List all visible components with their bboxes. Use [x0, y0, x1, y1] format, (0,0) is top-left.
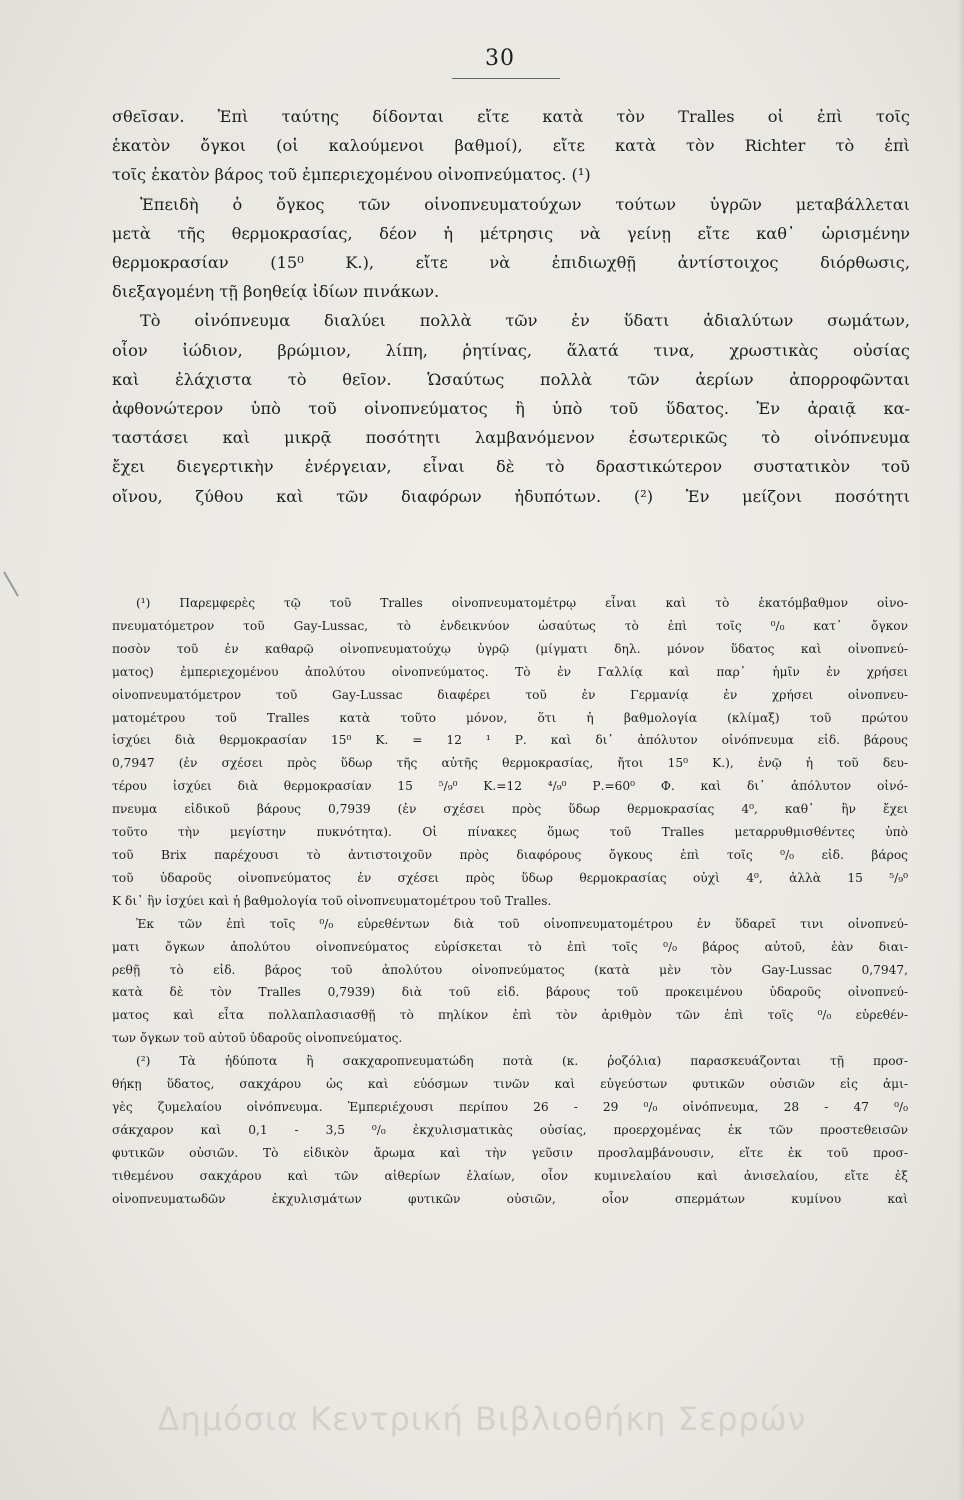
main-text-line: καὶ ἐλάχιστα τὸ θεῖον. Ὡσαύτως πολλὰ τῶν ἀερίων ἀπορροφῶνται	[112, 369, 910, 389]
footnote-line: τιθεμένου σακχάρου καὶ τῶν αἰθερίων ἐλαίων, οἷον κυμινελαίου καὶ ἀνισελαίου, εἴτε ἐξ	[112, 1168, 908, 1183]
footnote-line: τοῦ Brix παρέχουσι τὸ ἀντιστοιχοῦν πρὸς διαφόρους ὄγκους ἐπὶ τοῖς ⁰/₀ εἰδ. βάρος	[112, 847, 908, 862]
footnote-line: τοῦ ὑδαροῦς οἰνοπνεύματος ἐν σχέσει πρὸς ὕδωρ θερμοκρασίας οὐχὶ 4⁰, ἀλλὰ 15 ⁵/₉⁰	[112, 870, 908, 885]
main-text-line: διεξαγομένη τῇ βοηθείᾳ ἰδίων πινάκων.	[112, 282, 440, 302]
main-text	[112, 102, 910, 511]
footnote-line: ρεθῇ τὸ εἰδ. βάρος τοῦ ἀπολύτου οἰνοπνεύματος (κατὰ μὲν τὸν Gay-Lussac 0,7947,	[112, 962, 908, 977]
footnote-line: ματι ὄγκων ἀπολύτου οἰνοπνεύματος εὑρίσκεται τὸ ἐπὶ τοῖς ⁰/₀ βάρος αὐτοῦ, ἐὰν διαι-	[112, 939, 908, 954]
main-text-line: ἀφθονώτερον ὑπὸ τοῦ οἰνοπνεύματος ἢ ὑπὸ τοῦ ὕδατος. Ἐν ἀραιᾷ κα-	[112, 399, 910, 419]
footnote-line: θήκῃ ὕδατος, σακχάρου ὡς καὶ εὐόσμων τινῶν καὶ εὐγεύστων φυτικῶν οὐσιῶν εἰς ἀμι-	[112, 1077, 908, 1092]
footnote-line: ματος καὶ εἶτα πολλαπλασιασθῇ τὸ πηλίκον ἐπὶ τὸν ἀριθμὸν τῶν ἐπὶ τοῖς ⁰/₀ εὑρεθέν-	[112, 1008, 908, 1023]
footnote-line: οἰνοπνευματόμετρον τοῦ Gay-Lussac διαφέρει τοῦ ἐν Γερμανίᾳ ἐν χρήσει οἰνοπνευ-	[112, 687, 908, 702]
main-text-line: Τὸ οἰνόπνευμα διαλύει πολλὰ τῶν ἐν ὕδατι ἀδιαλύτων σωμάτων,	[140, 311, 910, 331]
library-watermark: Δημόσια Κεντρική Βιβλιοθήκη Σερρών	[157, 1400, 807, 1438]
footnote-line: τοῦτο τὴν μεγίστην πυκνότητα). Οἱ πίνακες ὅμως τοῦ Tralles μεταρρυθμισθέντες ὑπὸ	[112, 825, 908, 840]
footnote-line: οἰνοπνευματωδῶν ἐκχυλισμάτων φυτικῶν οὐσιῶν, οἷον σπερμάτων κυμίνου καὶ	[112, 1191, 908, 1206]
footnote-line: (¹) Παρεμφερὲς τῷ τοῦ Tralles οἰνοπνευματομέτρῳ εἶναι καὶ τὸ ἑκατόμβαθμον οἰνο-	[136, 596, 908, 610]
main-text-line: ταστάσει καὶ μικρᾷ ποσότητι λαμβανόμενον ἐσωτερικῶς τὸ οἰνόπνευμα	[112, 428, 910, 448]
main-text-line: σθεῖσαν. Ἐπὶ ταύτης δίδονται εἴτε κατὰ τὸν Tralles οἱ ἐπὶ τοῖς	[112, 107, 910, 126]
main-text-line: ἔχει διεγερτικὴν ἐνέργειαν, εἶναι δὲ τὸ δραστικώτερον συστατικὸν τοῦ	[112, 457, 910, 477]
footnote-line: ματομέτρου τοῦ Tralles κατὰ τοῦτο μόνον, ὅτι ἡ βαθμολογία (κλίμαξ) τοῦ πρώτου	[112, 710, 908, 725]
main-text-line: οἷον ἰώδιον, βρώμιον, λίπη, ῥητίνας, ἅλατά τινα, χρωστικὰς οὐσίας	[112, 340, 910, 360]
main-text-line: τοῖς ἑκατὸν βάρος τοῦ ἐμπεριεχομένου οἰνοπνεύματος. (¹)	[112, 165, 591, 185]
footnote-line: τέρου ἰσχύει διὰ θερμοκρασίαν 15 ⁵/₉⁰ Κ.=12 ⁴/₉⁰ Ρ.=60⁰ Φ. καὶ δι᾽ ἀπόλυτον οἰνό-	[112, 779, 908, 794]
footnote-line: των ὄγκων τοῦ αὐτοῦ ὑδαροῦς οἰνοπνεύματος.	[112, 1031, 403, 1046]
main-text-line: μετὰ τῆς θερμοκρασίας, δέον ἡ μέτρησις νὰ γείνῃ εἴτε καθ᾽ ὡρισμένην	[112, 223, 910, 243]
footnotes	[112, 592, 908, 1210]
footnote-line: ἰσχύει διὰ θερμοκρασίαν 15⁰ Κ. = 12 ¹ Ρ. καὶ δι᾽ ἀπόλυτον οἰνόπνευμα εἰδ. βάρους	[112, 733, 908, 748]
footnote-line: Κ δι᾽ ἣν ἰσχύει καὶ ἡ βαθμολογία τοῦ οἰνοπνευματομέτρου τοῦ Tralles.	[112, 893, 552, 908]
footnote-line: ποσὸν τοῦ ἐν καθαρῷ οἰνοπνευματούχῳ ὑγρῷ (μίγματι δηλ. μόνον ὕδατος καὶ οἰνοπνεύ-	[112, 641, 908, 656]
footnote-line: Ἐκ τῶν ἐπὶ τοῖς ⁰/₀ εὑρεθέντων διὰ τοῦ οἰνοπνευματομέτρου ἐν ὕδαρεῖ τινι οἰνοπνεύ-	[136, 916, 908, 931]
footnote-line: σάκχαρον καὶ 0,1 - 3,5 ⁰/₀ ἐκχυλισματικὰς οὐσίας, προερχομένας ἐκ τῶν προστεθεισῶν	[112, 1122, 908, 1137]
scan-mark	[3, 571, 19, 596]
footnote-line: φυτικῶν οὐσιῶν. Τὸ εἰδικὸν ἄρωμα καὶ τὴν γεῦσιν προσλαμβάνουσιν, εἴτε ἐκ τοῦ προσ-	[112, 1145, 908, 1160]
footnote-line: πνευμα εἰδικοῦ βάρους 0,7939 (ἐν σχέσει πρὸς ὕδωρ θερμοκρασίας 4⁰, καθ᾽ ἣν ἔχει	[112, 802, 908, 817]
page-number-rule	[452, 78, 560, 79]
main-text-line: ἑκατὸν ὄγκοι (οἱ καλούμενοι βαθμοί), εἴτε κατὰ τὸν Richter τὸ ἐπὶ	[112, 136, 910, 156]
footnote-line: κατὰ δὲ τὸν Tralles 0,7939) διὰ τοῦ εἰδ. βάρους τοῦ προκειμένου ὑδαροῦς οἰνοπνεύ-	[112, 985, 908, 1000]
page-edge-shadow	[958, 0, 964, 1500]
footnote-line: ματος) ἐμπεριεχομένου ἀπολύτου οἰνοπνεύματος. Τὸ ἐν Γαλλίᾳ καὶ παρ᾽ ἡμῖν ἐν χρήσει	[112, 664, 908, 679]
footnote-line: γὲς ζυμελαίου οἰνόπνευμα. Ἐμπεριέχουσι περίπου 26 - 29 ⁰/₀ οἰνόπνευμα, 28 - 47 ⁰/₀	[112, 1099, 908, 1114]
page-number: 30	[485, 46, 515, 71]
main-text-line: Ἐπειδὴ ὁ ὄγκος τῶν οἰνοπνευματούχων τούτων ὑγρῶν μεταβάλλεται	[140, 194, 910, 214]
main-text-line: οἴνου, ζύθου καὶ τῶν διαφόρων ἡδυπότων. (²) Ἐν μείζονι ποσότητι	[112, 486, 910, 506]
main-text-line: θερμοκρασίαν (15⁰ Κ.), εἴτε νὰ ἐπιδιωχθῇ ἀντίστοιχος διόρθωσις,	[112, 253, 910, 273]
footnote-line: 0,7947 (ἐν σχέσει πρὸς ὕδωρ τῆς αὐτῆς θερμοκρασίας, ἤτοι 15⁰ Κ.), ἐνῷ ἡ τοῦ δευ-	[112, 756, 908, 771]
footnote-line: (²) Τὰ ἡδύποτα ἢ σακχαροπνευματώδη ποτὰ (κ. ῥοζόλια) παρασκευάζονται τῇ προσ-	[136, 1054, 908, 1069]
footnote-line: πνευματόμετρον τοῦ Gay-Lussac, τὸ ἐνδεικνύον ὡσαύτως τὸ ἐπὶ τοῖς ⁰/₀ κατ᾽ ὄγκον	[112, 618, 908, 633]
